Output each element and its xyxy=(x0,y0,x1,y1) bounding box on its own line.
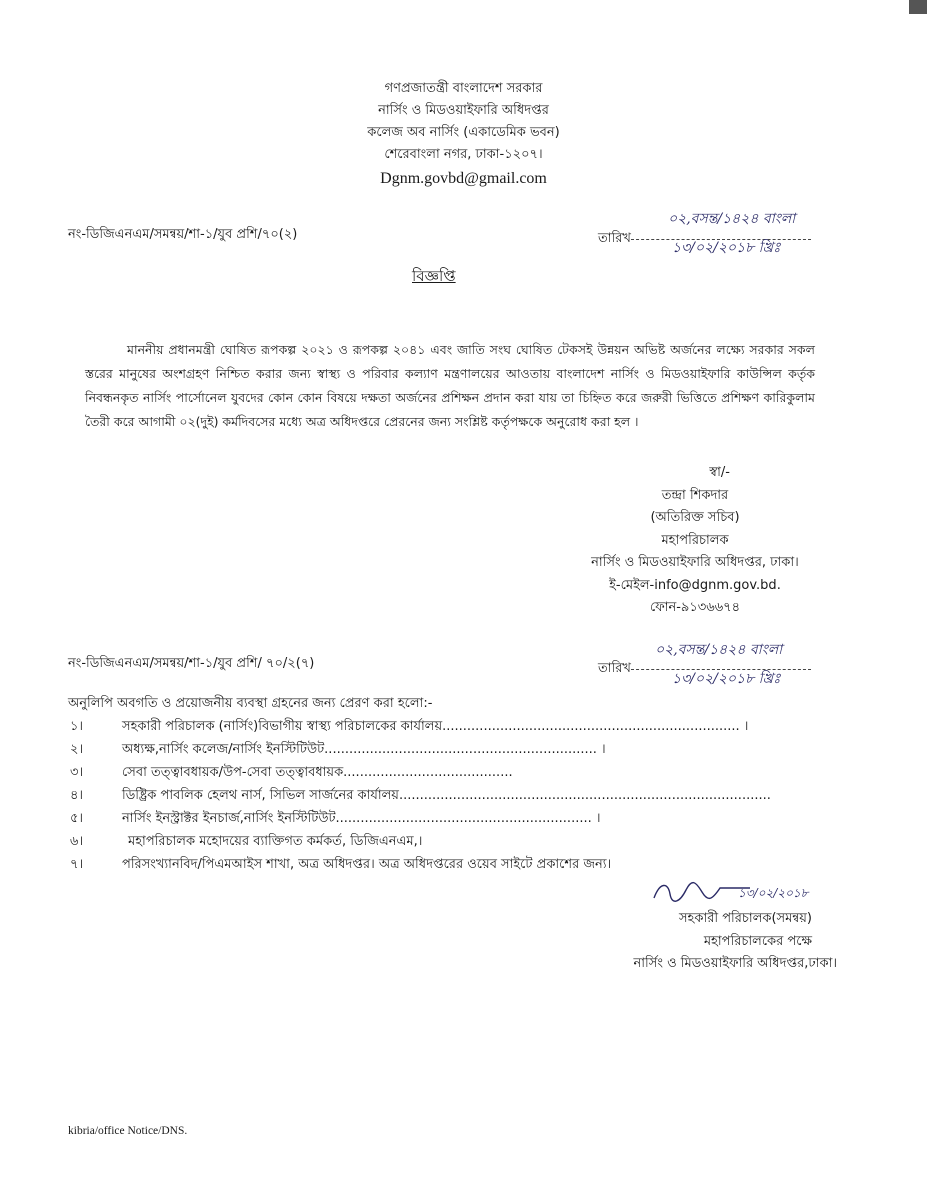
date-label: তারিখ xyxy=(598,231,631,246)
memo2-bangla-date: ০২,বসন্ত/১৪২৪ বাংলা xyxy=(655,642,783,658)
memo2-english-date: ১৩/০২/২০১৮ খ্রিঃ xyxy=(672,671,781,687)
signature-date: ১৩/০২/২০১৮ xyxy=(738,886,809,900)
signatory-rank: (অতিরিক্ত সচিব) xyxy=(650,510,740,525)
memo1-english-date: ১৩/০২/২০১৮ খ্রিঃ xyxy=(672,240,781,256)
memo1-ref-number: নং-ডিজিএনএম/সমন্বয়/শা-১/যুব প্রশি/৭০(২) xyxy=(68,227,298,242)
notice-title: বিজ্ঞপ্তি xyxy=(412,267,456,285)
footer-sign-title: সহকারী পরিচালক(সমন্বয়) xyxy=(678,911,812,926)
header-address: শেরেবাংলা নগর, ঢাকা-১২০৭। xyxy=(384,147,543,162)
signatory-title: মহাপরিচালক xyxy=(661,532,729,548)
footer-sign-block xyxy=(633,908,837,976)
memo2-ref-number: নং-ডিজিএনএম/সমন্বয়/শা-১/যুব প্রশি/ ৭০/২(৭) xyxy=(68,656,315,671)
header-directorate: নার্সিং ও মিডওয়াইফারি অধিদপ্তর xyxy=(378,103,549,118)
signatory-name: তন্দ্রা শিকদার xyxy=(661,487,729,503)
list-text: সহকারী পরিচালক (নার্সিং)বিভাগীয় স্বাস্থ্য পরিচালকের কার্যালয়........................................................................ । xyxy=(122,719,749,734)
list-number: ৪। xyxy=(70,788,84,803)
signed-mark: স্বা/- xyxy=(709,465,730,480)
list-text: পরিসংখ্যানবিদ/পিএমআইস শাখা, অত্র অধিদপ্তর। অত্র অধিদপ্তরের ওয়েব সাইটে প্রকাশের জন্য। xyxy=(122,857,612,872)
list-text: অধ্যক্ষ,নার্সিং কলেজ/নার্সিং ইনস্টিটিউট.................................................................. । xyxy=(122,742,606,757)
signatory-block xyxy=(560,462,830,620)
file-reference: kibria/office Notice/DNS. xyxy=(68,1125,188,1137)
header-building: কলেজ অব নার্সিং (একাডেমিক ভবন) xyxy=(367,125,560,140)
list-number: ৬। xyxy=(70,834,84,849)
list-number: ২। xyxy=(70,742,84,757)
list-number: ৭। xyxy=(70,857,84,872)
signatory-phone: ফোন-৯১৩৬৬৭৪ xyxy=(649,600,741,615)
footer-sign-office: নার্সিং ও মিডওয়াইফারি অধিদপ্তর,ঢাকা। xyxy=(633,956,837,971)
notice-body: মাননীয় প্রধানমন্ত্রী ঘোষিত রূপকল্প ২০২১ ও রূপকল্প ২০৪১ এবং জাতি সংঘ ঘোষিত টেকসই উন্নয়ন অভিষ্ট অর্জনের লক্ষ্যে সরকার সকল স্তরের মানুষের অংশগ্রহণ নিশ্চিত করার জন্য স্বাস্থ্য ও পরিবার কল্যাণ মন্ত্রণালয়ের আওতায় বাংলাদেশ নার্সিং ও মিডওয়াইফারি কাউন্সিল কর্তৃক নিবন্ধনকৃত নার্সিং পার্সোনেল যুবদের কোন কোন বিষয়ে দক্ষতা অর্জনের প্রশিক্ষন প্রদান করা যায় তা চিহ্নিত করে জরুরী ভিত্তিতে প্রশিক্ষণ কারিকুলাম তৈরী করে আগামী ০২(দুই) কর্মদিবসের মধ্যে অত্র অধিদপ্তরে প্রেরনের জন্য সংশ্লিষ্ট কর্তৃপক্ষকে অনুরোধ করা হল । xyxy=(85,342,815,429)
list-number: ৫। xyxy=(70,811,84,826)
list-number: ৩। xyxy=(70,765,84,780)
list-text: মহাপরিচালক মহোদয়ের ব্যাক্তিগত কর্মকর্ত, ডিজিএনএম,। xyxy=(128,834,423,849)
header-email: Dgnm.govbd@gmail.com xyxy=(380,170,547,187)
list-text: ডিষ্ট্রিক পাবলিক হেলথ নার্স, সিভিল সার্জনের কার্যালয়.......................................................................................... xyxy=(122,788,771,803)
footer-sign-behalf: মহাপরিচালকের পক্ষে xyxy=(703,933,812,949)
letterhead xyxy=(0,78,927,190)
copy-intro: অনুলিপি অবগতি ও প্রয়োজনীয় ব্যবস্থা গ্রহনের জন্য প্রেরণ করা হলো:- xyxy=(68,696,433,711)
scan-corner-mark xyxy=(909,0,927,14)
header-govt: গণপ্রজাতন্ত্রী বাংলাদেশ সরকার xyxy=(384,81,543,96)
signatory-office: নার্সিং ও মিডওয়াইফারি অধিদপ্তর, ঢাকা। xyxy=(591,555,799,570)
list-number: ১। xyxy=(70,719,84,734)
list-text: নার্সিং ইনস্ট্রাক্টর ইনচার্জ,নার্সিং ইনস্টিটিউট.............................................................. । xyxy=(122,811,601,826)
signatory-email: ই-মেইল-info@dgnm.gov.bd. xyxy=(609,577,781,593)
date-label: তারিখ xyxy=(598,661,631,676)
list-text: সেবা তত্ত্বাবধায়ক/উপ-সেবা তত্ত্বাবধায়ক......................................... xyxy=(122,765,513,780)
memo1-bangla-date: ০২,বসন্ত/১৪২৪ বাংলা xyxy=(668,211,796,227)
